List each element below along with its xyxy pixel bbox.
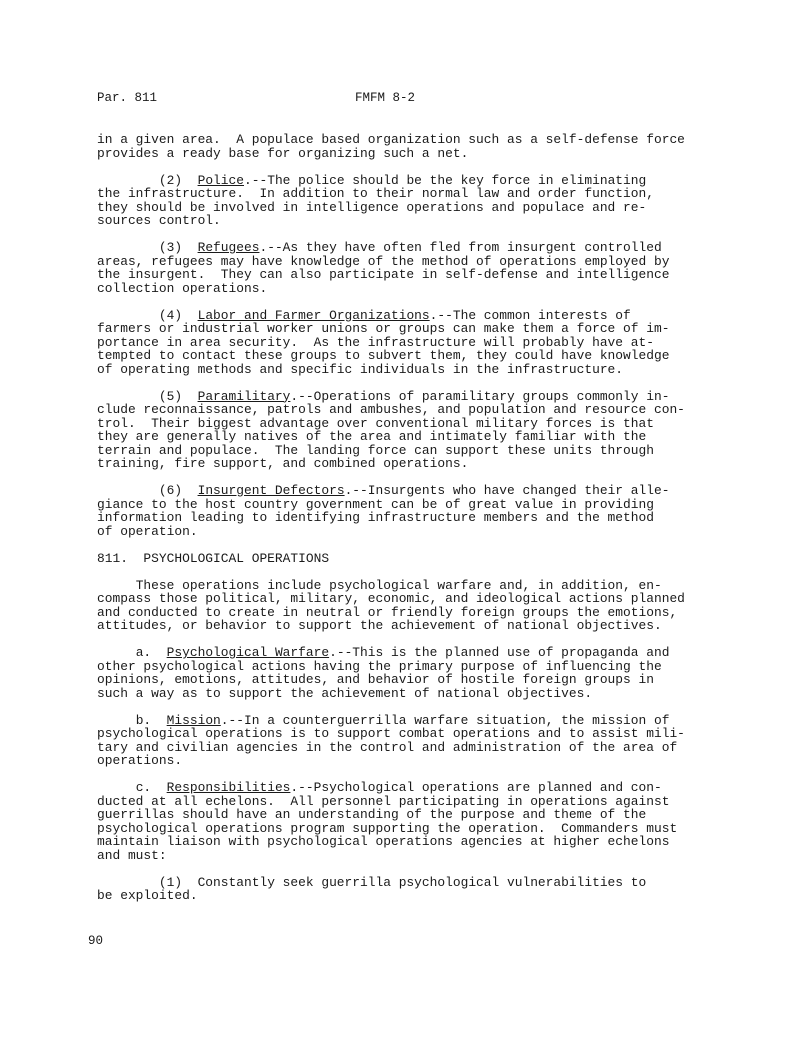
- text-line: giance to the host country government can be of great value in providing: [97, 496, 654, 512]
- text-line: collection operations.: [97, 280, 268, 296]
- text-line: (2) Police.--The police should be the key force in eliminating: [97, 172, 647, 188]
- text-line: information leading to identifying infrastructure members and the method: [97, 510, 654, 525]
- paragraph: [97, 390, 697, 471]
- paragraph: [97, 714, 697, 768]
- paragraph: [97, 133, 697, 160]
- text-line: (3) Refugees.--As they have often fled from insurgent controlled: [97, 240, 662, 255]
- text-line: c. Responsibilities.--Psychological operations are planned and con-: [97, 780, 662, 795]
- header-paragraph-ref: Par. 811: [97, 91, 158, 105]
- paragraph: [97, 552, 697, 566]
- underlined-heading: Psychological Warfare: [166, 645, 330, 660]
- text-line: the insurgent. They can also participate in self-defense and intelligence: [97, 267, 670, 282]
- underlined-heading: Police: [197, 172, 244, 188]
- paragraph: [97, 309, 697, 377]
- text-line: psychological operations is to support combat operations and to assist mili-: [97, 726, 685, 741]
- text-line: terrain and populace. The landing force can support these units through: [97, 442, 654, 458]
- paragraph: [97, 579, 697, 633]
- text-line: trol. Their biggest advantage over conventional military forces is that: [97, 415, 654, 431]
- text-line: they should be involved in intelligence operations and populace and re-: [97, 199, 647, 215]
- text-line: attitudes, or behavior to support the achievement of national objectives.: [97, 618, 662, 633]
- text-line: b. Mission.--In a counterguerrilla warfare situation, the mission of: [97, 712, 670, 728]
- document-body: [97, 133, 697, 903]
- text-line: opinions, emotions, attitudes, and behavior of hostile foreign groups in: [97, 672, 654, 687]
- paragraph: [97, 646, 697, 700]
- text-line: guerrillas should have an understanding of the purpose and theme of the: [97, 807, 647, 822]
- text-line: of operation.: [97, 523, 198, 539]
- text-line: areas, refugees may have knowledge of the method of operations employed by: [97, 253, 670, 269]
- text-line: provides a ready base for organizing such a net.: [97, 145, 469, 161]
- text-line: of operating methods and specific individuals in the infrastructure.: [97, 361, 624, 377]
- text-line: (1) Constantly seek guerrilla psychological vulnerabilities to: [97, 874, 647, 890]
- text-line: and must:: [97, 847, 167, 863]
- text-line: ducted at all echelons. All personnel participating in operations against: [97, 793, 670, 809]
- text-line: the infrastructure. In addition to their normal law and order function,: [97, 186, 654, 201]
- header-manual-id: FMFM 8-2: [355, 91, 416, 105]
- text-line: These operations include psychological warfare and, in addition, en-: [97, 577, 662, 593]
- text-line: psychological operations program supporting the operation. Commanders must: [97, 820, 678, 836]
- underlined-heading: Mission: [166, 712, 221, 728]
- text-line: tempted to contact these groups to subvert them, they could have knowledge: [97, 348, 670, 363]
- text-line: (5) Paramilitary.--Operations of paramilitary groups commonly in-: [97, 388, 670, 404]
- text-line: maintain liaison with psychological operations agencies at higher echelons: [97, 834, 670, 849]
- text-line: operations.: [97, 753, 183, 768]
- text-line: compass those political, military, economic, and ideological actions planned: [97, 591, 685, 606]
- underlined-heading: Labor and Farmer Organizations: [197, 307, 430, 323]
- text-line: (4) Labor and Farmer Organizations.--The common interests of: [97, 307, 631, 323]
- paragraph: [97, 484, 697, 538]
- text-line: 811. PSYCHOLOGICAL OPERATIONS: [97, 550, 330, 566]
- text-line: portance in area security. As the infrastructure will probably have at-: [97, 334, 654, 350]
- text-line: (6) Insurgent Defectors.--Insurgents who have changed their alle-: [97, 483, 670, 498]
- paragraph: [97, 174, 697, 228]
- page-number: 90: [88, 934, 104, 948]
- text-line: in a given area. A populace based organization such as a self-defense force: [97, 132, 685, 147]
- text-line: tary and civilian agencies in the control and administration of the area of: [97, 739, 678, 755]
- underlined-heading: Responsibilities: [166, 780, 291, 795]
- text-line: training, fire support, and combined operations.: [97, 456, 469, 471]
- underlined-heading: Paramilitary: [197, 388, 291, 404]
- text-line: and conducted to create in neutral or friendly foreign groups the emotions,: [97, 604, 678, 620]
- text-line: clude reconnaissance, patrols and ambushes, and population and resource con-: [97, 402, 685, 417]
- underlined-heading: Refugees: [197, 240, 260, 255]
- paragraph: [97, 876, 697, 903]
- text-line: a. Psychological Warfare.--This is the planned use of propaganda and: [97, 645, 670, 660]
- text-line: they are generally natives of the area and intimately familiar with the: [97, 429, 647, 444]
- text-line: such a way as to support the achievement of national objectives.: [97, 685, 593, 701]
- text-line: farmers or industrial worker unions or groups can make them a force of im-: [97, 321, 670, 336]
- text-line: sources control.: [97, 213, 221, 228]
- text-line: be exploited.: [97, 888, 198, 903]
- underlined-heading: Insurgent Defectors: [197, 483, 345, 498]
- text-line: other psychological actions having the primary purpose of influencing the: [97, 658, 662, 674]
- paragraph: [97, 781, 697, 862]
- paragraph: [97, 241, 697, 295]
